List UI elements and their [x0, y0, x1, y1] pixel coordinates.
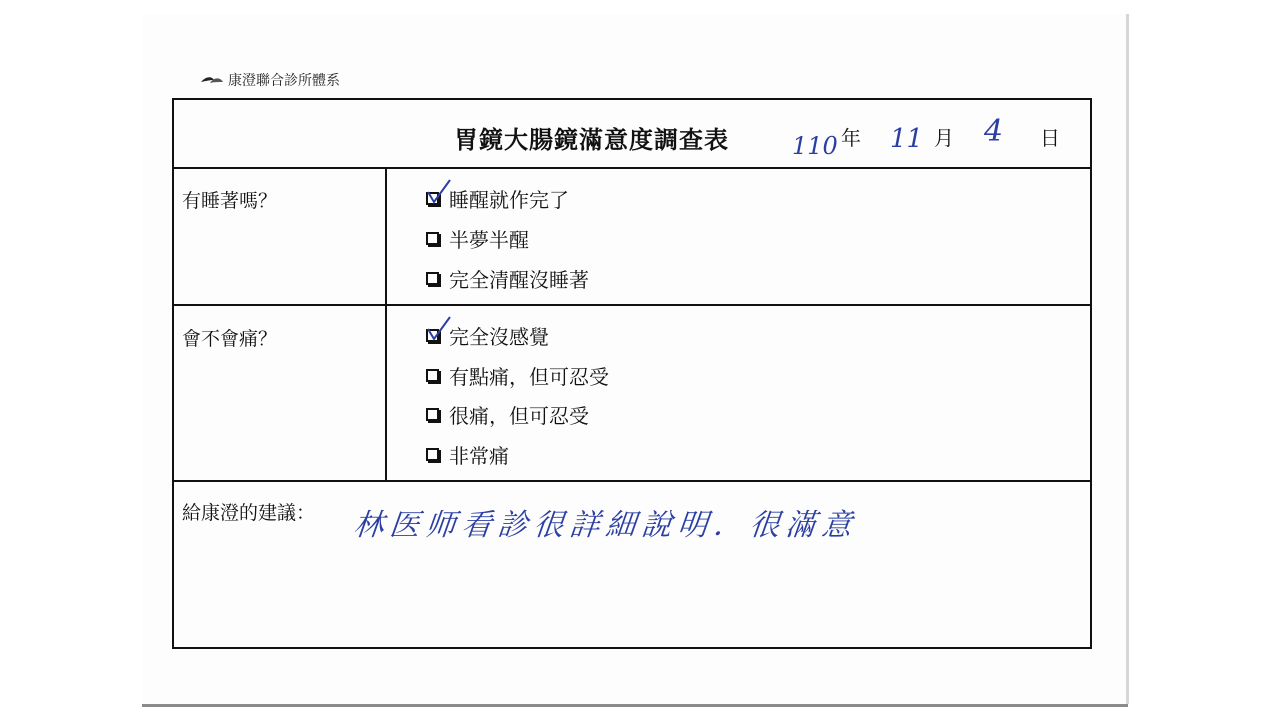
question-sleep-label: 有睡著嗎？ — [182, 190, 278, 212]
paper-edge — [1126, 14, 1129, 704]
handwritten-month: 11 — [890, 124, 924, 154]
year-label: 年 — [841, 126, 861, 150]
handwritten-suggestion: 林医师看診很詳細說明．很滿意 — [351, 508, 860, 543]
paper-edge — [142, 704, 1128, 707]
option-label: 非常痛 — [449, 444, 509, 468]
option-pain-very[interactable] — [426, 440, 509, 469]
checkbox[interactable] — [426, 408, 439, 421]
divider — [174, 480, 1090, 482]
option-label: 半夢半醒 — [449, 228, 529, 252]
handwritten-check-icon — [424, 315, 454, 345]
handwritten-day: 4 — [984, 114, 1004, 149]
checkbox[interactable] — [426, 448, 439, 461]
checkbox[interactable] — [426, 232, 439, 245]
org-name: 康澄聯合診所體系 — [228, 73, 340, 89]
option-sleep-asleep[interactable] — [426, 184, 569, 213]
checkbox[interactable] — [426, 369, 439, 382]
title-row — [174, 100, 1090, 168]
divider — [174, 167, 1090, 169]
option-label: 睡醒就作完了 — [449, 188, 569, 212]
checkbox[interactable] — [426, 329, 439, 342]
question-pain-label: 會不會痛？ — [182, 328, 278, 350]
option-pain-none[interactable] — [426, 321, 549, 350]
handwritten-year: 110 — [792, 132, 838, 160]
checkbox[interactable] — [426, 192, 439, 205]
option-label: 很痛，但可忍受 — [449, 404, 589, 428]
form-title: 胃鏡大腸鏡滿意度調查表 — [454, 126, 729, 154]
month-label: 月 — [934, 126, 954, 150]
option-sleep-awake[interactable] — [426, 264, 589, 293]
survey-form — [172, 98, 1092, 649]
divider — [174, 304, 1090, 306]
suggestion-label: 給康澄的建議： — [182, 502, 316, 524]
option-pain-severe[interactable] — [426, 400, 589, 429]
option-label: 完全沒感覺 — [449, 325, 549, 349]
day-label: 日 — [1040, 126, 1060, 150]
option-sleep-half[interactable] — [426, 224, 529, 253]
option-pain-mild[interactable] — [426, 361, 609, 390]
column-divider — [385, 168, 387, 481]
option-label: 有點痛，但可忍受 — [449, 365, 609, 389]
option-label: 完全清醒沒睡著 — [449, 268, 589, 292]
leaf-logo-icon — [200, 74, 224, 86]
checkbox[interactable] — [426, 272, 439, 285]
handwritten-check-icon — [424, 178, 454, 208]
org-header — [200, 70, 340, 90]
